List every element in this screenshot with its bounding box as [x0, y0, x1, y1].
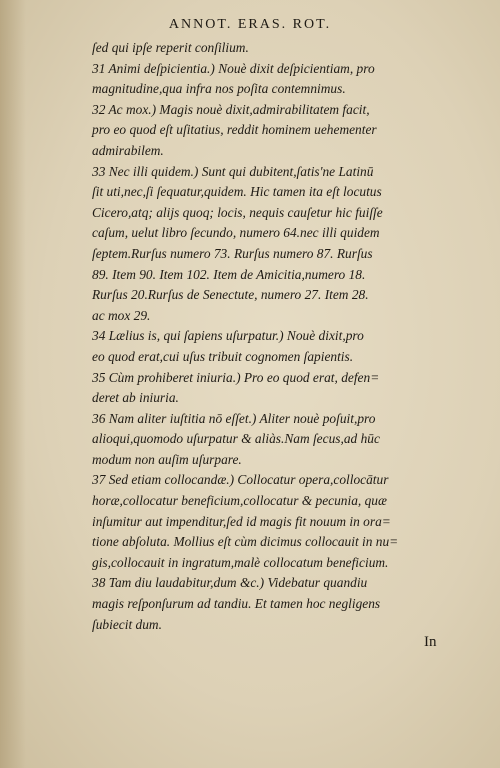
- text-line: magis reſponſurum ad tandiu. Et tamen hoc negligens: [92, 596, 381, 612]
- text-line: 36 Nam aliter iuſtitia nō eſſet.) Aliter nouè poſuit,pro: [92, 410, 376, 426]
- text-line: Cicero,atq; alijs quoq; locis, nequis cauſetur hic fuiſſe: [92, 204, 383, 220]
- text-line: pro eo quod eſt uſitatius, reddit hominem uehementer: [92, 122, 377, 138]
- text-line: 38 Tam diu laudabitur,dum &c.) Videbatur quandiu: [92, 575, 368, 591]
- text-line: ſit uti,nec,ſi ſequatur,quidem. Hic tamen ita eſt locutus: [92, 184, 382, 200]
- text-line: 34 Lælius is, qui ſapiens uſurpatur.) Nouè dixit,pro: [92, 328, 364, 344]
- text-line: eo quod erat,cui uſus tribuit cognomen ſapientis.: [92, 348, 354, 364]
- text-line: ac mox 29.: [92, 307, 151, 323]
- text-line: admirabilem.: [92, 142, 164, 158]
- catchword: In: [424, 634, 437, 650]
- text-line: 35 Cùm prohiberet iniuria.) Pro eo quod erat, defen=: [92, 369, 380, 385]
- text-line: horæ,collocatur beneficium,collocatur & pecunia, quæ: [92, 493, 387, 509]
- text-line: ſubiecit dum.: [92, 616, 162, 632]
- text-line: gis,collocauit in ingratum,malè collocatum beneficium.: [92, 554, 389, 570]
- text-line: 33 Nec illi quidem.) Sunt qui dubitent,ſatis'ne Latinū: [92, 163, 374, 179]
- text-line: Rurſus 20.Rurſus de Senectute, numero 27. Item 28.: [92, 287, 369, 303]
- text-line: ſed qui ipſe reperit conſilium.: [92, 40, 249, 55]
- page-gutter-shadow: [0, 0, 26, 768]
- text-line: 32 Ac mox.) Magis nouè dixit,admirabilitatem facit,: [92, 101, 370, 117]
- text-line: ſeptem.Rurſus numero 73. Rurſus numero 87. Rurſus: [92, 245, 373, 261]
- text-line: modum non auſim uſurpare.: [92, 451, 242, 467]
- text-line: 89. Item 90. Item 102. Item de Amicitia,numero 18.: [92, 266, 366, 282]
- text-line: 37 Sed etiam collocandæ.) Collocatur opera,collocātur: [92, 472, 389, 488]
- text-line: deret ab iniuria.: [92, 390, 179, 406]
- text-line: alioqui,quomodo uſurpatur & aliàs.Nam ſecus,ad hūc: [92, 431, 380, 447]
- text-line: inſumitur aut impenditur,ſed id magis fit nouum in ora=: [92, 513, 391, 529]
- text-line: caſum, uelut libro ſecundo, numero 64.nec illi quidem: [92, 225, 380, 241]
- text-line: magnitudine,qua infra nos poſita contemnimus.: [92, 81, 346, 97]
- text-line: 31 Animi deſpicientia.) Nouè dixit deſpicientiam, pro: [92, 60, 375, 76]
- running-header: ANNOT. ERAS. ROT.: [168, 17, 332, 32]
- text-line: tione abſoluta. Mollius eſt cùm dicimus collocauit in nu=: [92, 534, 399, 550]
- annotations-text: [92, 38, 452, 635]
